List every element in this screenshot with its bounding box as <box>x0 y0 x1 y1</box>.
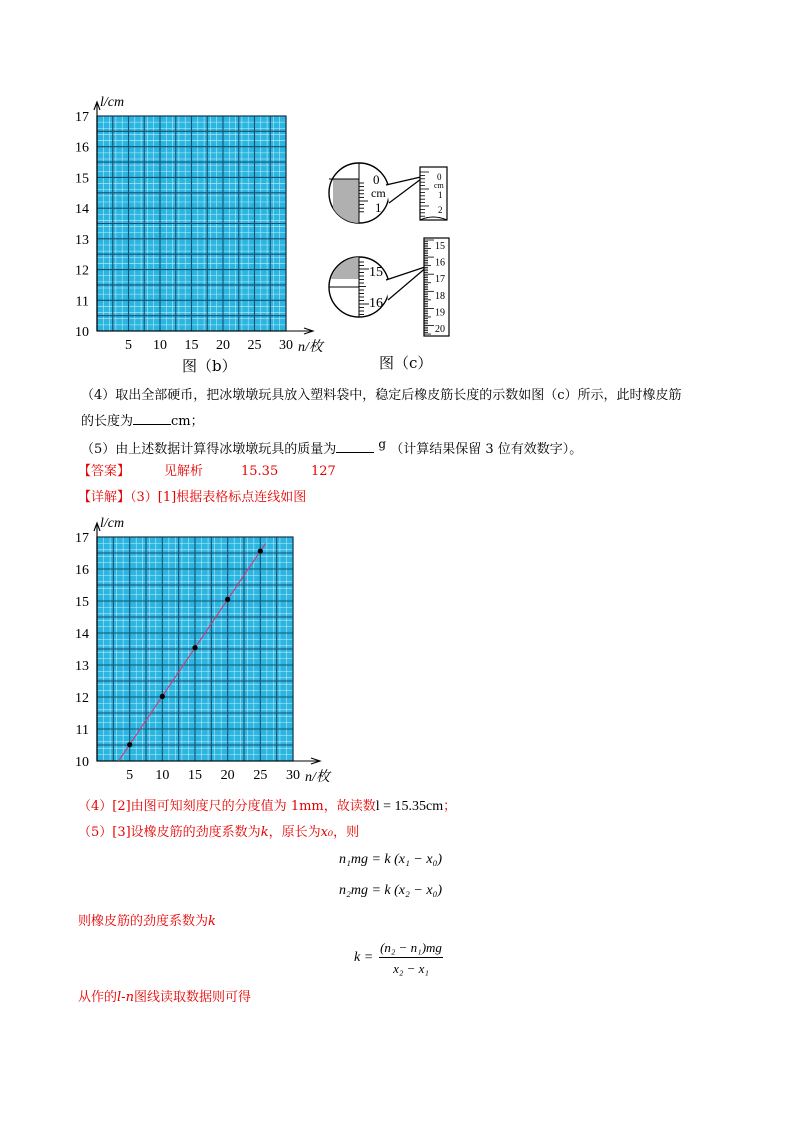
fraction-left: k = <box>354 950 374 965</box>
top-ruler-0: 0 <box>437 172 442 182</box>
fraction-denominator: x₂ − x₁ <box>393 961 429 976</box>
x-tick-label: 15 <box>184 338 199 353</box>
y-tick-label: 10 <box>75 755 89 770</box>
answer-3: 127 <box>311 464 336 479</box>
y-tick-label: 13 <box>75 659 89 674</box>
ruler-label: 17 <box>435 274 445 286</box>
y-tick-label: 12 <box>75 691 89 706</box>
y-tick-label: 15 <box>75 171 89 187</box>
y-tick-label: 14 <box>75 202 89 218</box>
fraction-numerator: (n₂ − n₁)mg <box>380 940 442 955</box>
data-point <box>160 694 165 699</box>
equation-1: n₁mg = k (x₁ − x₀) <box>339 852 443 867</box>
y-axis-unit: l/cm <box>100 95 125 110</box>
reading-formula: l = 15.35cm <box>375 799 444 814</box>
answer-label: 【答案】 <box>78 464 131 479</box>
detail-line3: 【详解】（3）[1]根据表格标点连线如图 <box>78 490 307 505</box>
q4-line1: （4）取出全部硬币，把冰墩墩玩具放入塑料袋中，稳定后橡皮筋长度的示数如图（c）所示，此时橡皮筋 <box>81 388 682 403</box>
answer-2: 15.35 <box>241 464 279 479</box>
detail-line4: （4）[2]由图可知刻度尺的分度值为 1mm，故读数l = 15.35cm； <box>78 799 457 814</box>
top-ruler-1: 1 <box>438 190 443 200</box>
bottom-bubble-16: 16 <box>369 296 383 311</box>
x-tick-label: 30 <box>279 338 293 353</box>
ruler-label: 16 <box>435 257 445 269</box>
x-tick-label: 10 <box>155 768 170 783</box>
top-bubble-unit: cm <box>371 186 386 200</box>
bottom-bubble-15: 15 <box>369 265 383 280</box>
y-axis-unit: l/cm <box>100 516 125 531</box>
y-tick-label: 12 <box>75 263 89 279</box>
ruler-label: 18 <box>435 290 445 302</box>
q5-line: （5）由上述数据计算得冰墩墩玩具的质量为 g （计算结果保留 3 位有效数字）。 <box>81 437 583 457</box>
detail-line5: （5）[3]设橡皮筋的劲度系数为k，原长为x₀，则 <box>78 825 360 840</box>
data-point <box>192 645 197 650</box>
figure-c-caption: 图（c） <box>379 354 433 372</box>
answer-1: 见解析 <box>164 464 204 479</box>
data-point <box>258 548 263 553</box>
data-point <box>127 742 132 747</box>
x-tick-label: 15 <box>188 768 202 783</box>
y-tick-label: 10 <box>75 325 89 340</box>
x-tick-label: 20 <box>216 338 230 353</box>
ruler-label: 20 <box>435 324 445 335</box>
final-line: 从作的l-n图线读取数据则可得 <box>78 990 251 1005</box>
x-tick-label: 25 <box>247 338 262 353</box>
q4-line2: 的长度为 cm； <box>81 414 204 429</box>
top-ruler-unit: cm <box>434 181 444 190</box>
data-point <box>225 597 230 602</box>
y-tick-label: 13 <box>75 232 89 248</box>
equation-2: n₂mg = k (x₂ − x₀) <box>339 883 443 898</box>
top-ruler-2: 2 <box>438 205 443 215</box>
ruler-label: 19 <box>435 307 445 319</box>
k-intro: 则橡皮筋的劲度系数为k <box>78 914 216 929</box>
x-axis-unit: n/枚 <box>298 340 323 355</box>
x-tick-label: 5 <box>126 768 134 783</box>
y-tick-label: 16 <box>75 140 89 156</box>
y-tick-label: 15 <box>75 595 89 610</box>
top-bubble-0: 0 <box>373 172 380 187</box>
x-tick-label: 10 <box>153 338 167 353</box>
top-bubble-1: 1 <box>375 200 382 215</box>
y-tick-label: 11 <box>75 294 89 310</box>
x-tick-label: 20 <box>220 768 235 783</box>
y-tick-label: 14 <box>75 627 89 642</box>
fraction-bar <box>379 957 443 958</box>
graph-b-caption: 图（b） <box>182 357 237 375</box>
x-tick-label: 25 <box>253 768 268 783</box>
x-tick-label: 30 <box>286 768 300 783</box>
ruler-label: 15 <box>435 241 445 252</box>
y-tick-label: 17 <box>75 531 89 546</box>
y-tick-label: 11 <box>75 723 89 738</box>
y-tick-label: 17 <box>75 110 89 125</box>
y-tick-label: 16 <box>75 563 89 578</box>
x-tick-label: 5 <box>125 338 132 353</box>
x-axis-unit: n/枚 <box>305 770 330 785</box>
